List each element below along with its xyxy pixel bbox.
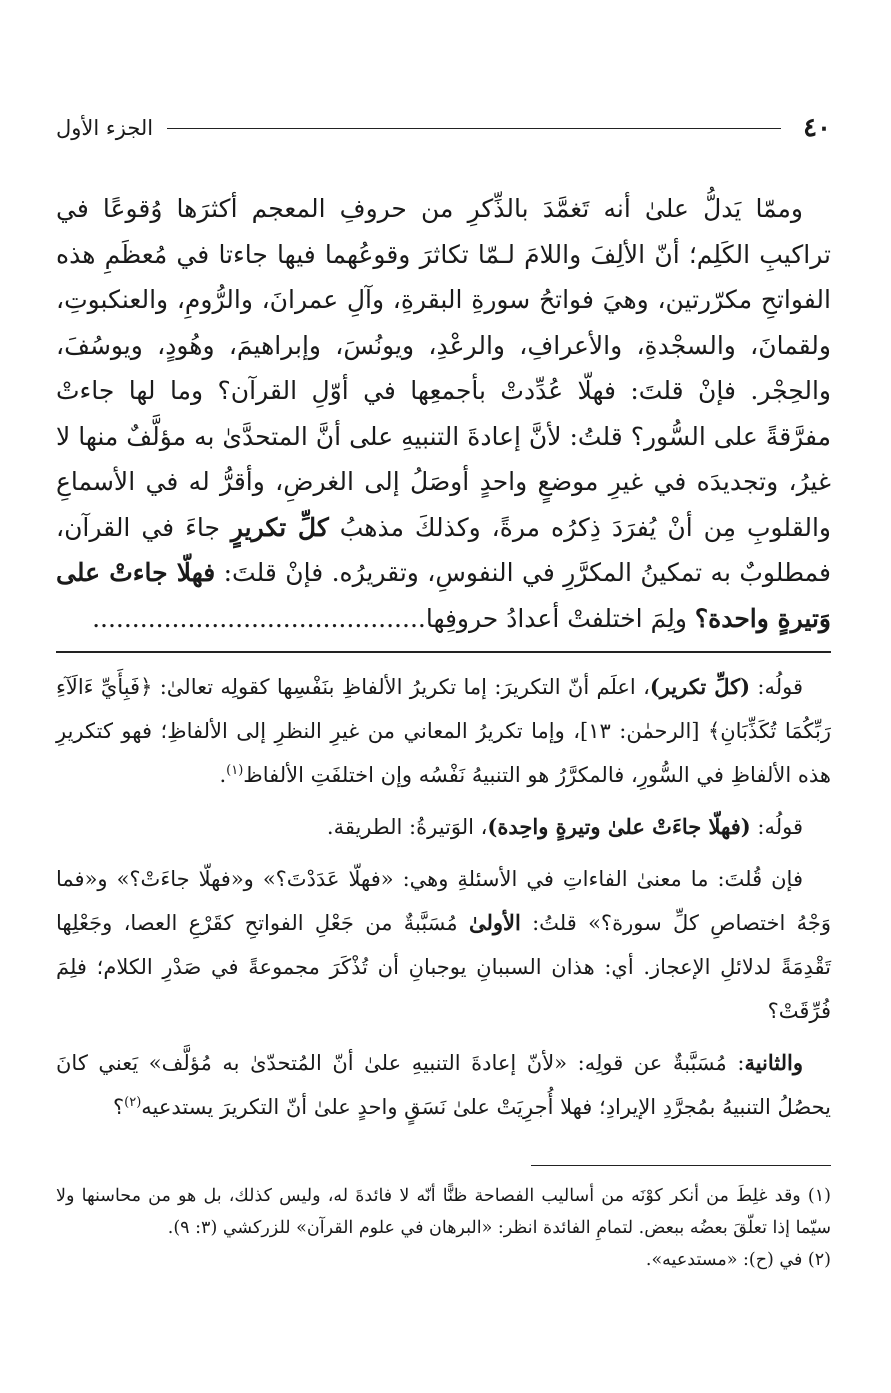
commentary-1-text: ، اعلَم أنّ التكريرَ: إما تكريرُ الألفاظِ بنَفْسِها كقولِه تعالىٰ: ﴿فَبِأَيِّ ءَالَآءِ رَبِّكُمَا تُكَذِّبَانِ﴾ [الرحمٰن: ١٣]، وإما تكريرُ المعاني من غيرِ النظرِ إلى الألفاظِ؛ فهو كتكريرِ هذه الألفاظِ في السُّورِ، فالمكرَّرُ هو التنبيهُ نَفْسُه وإن اختلفَتِ الألفاظ [56,675,831,787]
main-text-part-1: وممّا يَدلُّ علىٰ أنه تَغمَّدَ بالذِّكرِ من حروفِ المعجم أكثرَها وُقوعًا في تراكيبِ الكَلِم؛ أنّ الألِفَ واللامَ لـمّا تكاثرَ وقوعُهما فيها جاءتا في مُعظَمِ هذه الفواتحِ مكرّرتين، وهيَ فواتحُ سورةِ البقرةِ، وآلِ عمرانَ، والرُّومِ، والعنكبوتِ، ولقمانَ، والسجْدةِ، والأعرافِ، والرعْدِ، ويونُسَ، وإبراهيمَ، وهُودٍ، ويوسُفَ، والحِجْر. فإنْ قلتَ: فهلّا عُدِّدتْ بأجمعِها في أوّلِ القرآن؟ وما لها جاءتْ مفرَّقةً على السُّور؟ قلتُ: لأنَّ إعادةَ التنبيهِ على أنَّ المتحدَّىٰ به مؤلَّفٌ منها لا غيرُ، وتجديدَه في غيرِ موضعٍ واحدٍ أوصَلُ إلى الغرضِ، وأقرُّ له في الأسماعِ والقلوبِ مِن أنْ يُفرَدَ ذِكرُه مرةً، وكذلكَ مذهبُ [56,194,831,542]
footnote-divider [531,1165,831,1166]
part-title: الجزء الأول [56,116,154,140]
book-page [56,108,831,1276]
commentary-2-heading: (فهلّا جاءَتْ علىٰ وتيرةٍ واحِدة) [487,814,751,839]
commentary-1-lead: قولُه: [750,675,804,699]
commentary-paragraph-4 [56,1041,831,1129]
commentary-paragraph-2 [56,805,831,849]
commentary-paragraph-1 [56,665,831,797]
commentary-paragraph-3 [56,857,831,1033]
main-text-divider [56,651,831,653]
commentary-2-lead: قولُه: [750,815,803,839]
commentary-4-bold: والثانية [744,1050,803,1075]
commentary-3-text-2: مُسَبَّبةٌ من جَعْلِ الفواتحِ كقَرْعِ العصا، وجَعْلِها تَقْدِمَةً لدلائلِ الإعجاز. أي: هذان السببانِ يوجبانِ أن تُذْكَرَ مجموعةً في صَدْرِ الكلام؛ فلِمَ فُرِّقَتْ؟ [56,911,831,1023]
footnote-1: (١) وقد غلِطَ من أنكر كوْنَه من أساليب الفصاحة ظنًّا أنّه لا فائدةَ له، وليس كذلك، بل هو من محاسنها ولا سيّما إذا تعلّقَ بعضُه ببعض. لتمامِ الفائدة انظر: «البرهان في علوم القرآن» للزركشي (٣: ٩). [56,1186,831,1238]
header-rule [167,128,781,129]
bold-phrase-single-pattern: فهلّا جاءتْ على وَتيرةٍ واحدة؟ [56,558,831,633]
commentary-4-end: ؟ [112,1095,125,1119]
main-text-block [56,186,831,641]
commentary-2-text: ، الوَتيرةُ: الطريقة. [326,815,488,839]
main-text-part-3: ولِمَ اختلفتْ أعدادُ حروفِها.......................................... [92,603,695,633]
footnote-2: (٢) في (ح): «مستدعيه». [645,1250,831,1270]
bold-phrase-every-repetition: كلِّ تكريرٍ [230,512,329,542]
commentary-4-text: : مُسَبَّبةٌ عن قولِه: «لأنّ إعادةَ التنبيهِ علىٰ أنّ المُتحدّىٰ به مُؤلَّف» يَعني كانَ يحصُلُ التنبيهُ بمُجرَّدِ الإيرادِ؛ فهلا أُجرِيَتْ علىٰ نَسَقٍ واحدٍ علىٰ أنّ التكريرَ يستدعيه [56,1051,831,1119]
commentary-3-text: فإن قُلتَ: ما معنىٰ الفاءاتِ في الأسئلةِ وهي: «فهلّا عَدَدْتَ؟» و«فهلّا جاءَتْ؟» و«فما وَجْهُ اختصاصِ كلِّ سورة؟» قلتُ: [56,867,831,935]
footnote-ref-2[interactable]: (٢) [124,1095,142,1110]
footnote-ref-1[interactable]: (١) [226,763,244,778]
commentary-1-heading: (كلِّ تكرير) [649,674,751,699]
running-header [56,108,831,148]
commentary-3-bold: الأولىٰ [468,910,521,935]
commentary-block [56,665,831,1129]
main-text-part-2: جاءَ في القرآن، فمطلوبٌ به تمكينُ المكرَّرِ في النفوسِ، وتقريرُه. فإنْ قلتَ: [56,512,831,587]
commentary-1-end: . [219,763,227,787]
page-number: ٤٠ [803,113,831,143]
footnotes-block [56,1180,831,1276]
main-paragraph [56,186,831,641]
